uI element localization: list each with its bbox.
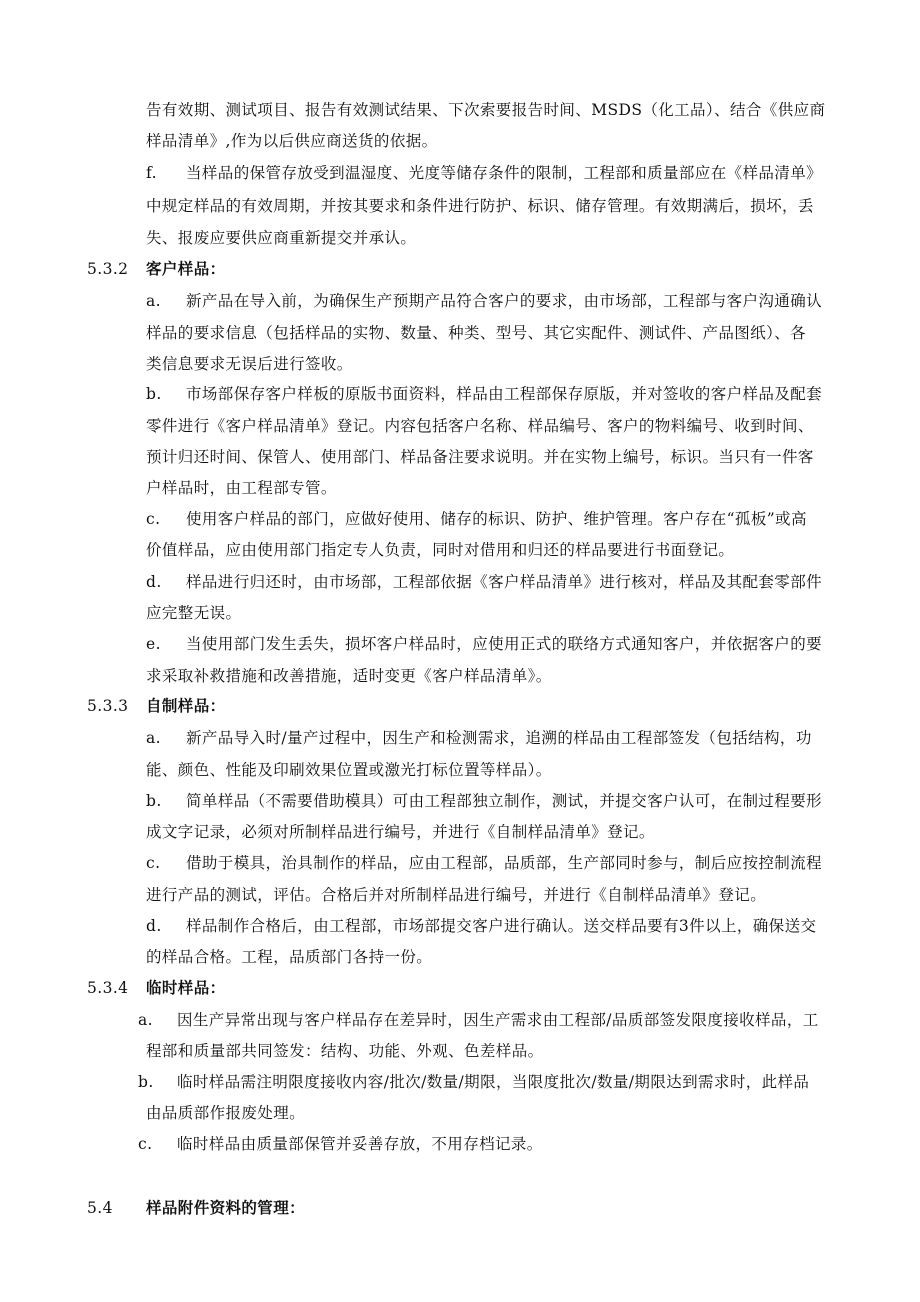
list-marker: d. [146, 573, 162, 591]
text-line: 市场部保存客户样板的原版书面资料，样品由工程部保存原版，并对签收的客户样品及配套 [186, 385, 823, 403]
text-line: 预计归还时间、保管人、使用部门、样品备注要求说明。并在实物上编号，标识。当只有一件客 [146, 448, 814, 466]
text-line: 借助于模具，治具制作的样品，应由工程部，品质部，生产部同时参与，制后应按控制流程 [186, 854, 823, 872]
section-number: 5.4 [87, 1199, 113, 1217]
text-line: 由品质部作报废处理。 [146, 1104, 306, 1122]
text-line: 新产品在导入前，为确保生产预期产品符合客户的要求，由市场部，工程部与客户沟通确认 [186, 292, 823, 310]
section-title: 样品附件资料的管理： [146, 1198, 306, 1217]
list-marker: c. [146, 854, 161, 872]
text-line: 价值样品，应由使用部门指定专人负责，同时对借用和归还的样品要进行书面登记。 [146, 541, 735, 559]
text-line: 告有效期、测试项目、报告有效测试结果、下次索要报告时间、MSDS（化工品）、结合《供应商 [146, 101, 826, 119]
list-marker: a. [146, 292, 161, 310]
text-line: 零件进行《客户样品清单》登记。内容包括客户名称、样品编号、客户的物料编号、收到时间、 [146, 417, 814, 435]
list-marker: e. [146, 635, 161, 653]
section-number: 5.3.3 [87, 697, 129, 715]
text-line: 进行产品的测试，评估。合格后并对所制样品进行编号，并进行《自制样品清单》登记。 [146, 886, 767, 904]
text-line: 样品制作合格后，由工程部，市场部提交客户进行确认。送交样品要有3件以上，确保送交 [186, 917, 817, 935]
section-title: 临时样品： [146, 978, 226, 997]
section-number: 5.3.2 [87, 260, 129, 278]
text-line: 程部和质量部共同签发：结构、功能、外观、色差样品。 [146, 1042, 544, 1060]
list-marker: b. [138, 1073, 154, 1091]
text-line: 户样品时，由工程部专管。 [146, 479, 337, 497]
list-marker: b. [146, 385, 162, 403]
text-line: 中规定样品的有效周期，并按其要求和条件进行防护、标识、储存管理。有效期满后，损坏，丢 [146, 197, 814, 215]
text-line: 使用客户样品的部门，应做好使用、储存的标识、防护、维护管理。客户存在“孤板”或高 [186, 510, 807, 528]
text-line: 样品清单》,作为以后供应商送货的依据。 [146, 132, 438, 150]
text-line: 因生产异常出现与客户样品存在差异时，因生产需求由工程部/品质部签发限度接收样品，工 [177, 1011, 819, 1029]
text-line: 简单样品（不需要借助模具）可由工程部独立制作，测试，并提交客户认可，在制过程要形 [186, 792, 823, 810]
text-line: 的样品合格。工程，品质部门各持一份。 [146, 948, 433, 966]
list-marker: c. [146, 510, 161, 528]
text-line: 新产品导入时/量产过程中，因生产和检测需求，追溯的样品由工程部签发（包括结构，功 [186, 729, 812, 747]
list-marker: c. [138, 1135, 153, 1153]
text-line: 失、报废应要供应商重新提交并承认。 [146, 229, 417, 247]
section-number: 5.3.4 [87, 979, 129, 997]
list-marker: b. [146, 792, 162, 810]
text-line: 类信息要求无误后进行签收。 [146, 355, 353, 373]
list-marker: a. [146, 729, 161, 747]
text-line: 求采取补救措施和改善措施，适时变更《客户样品清单》。 [146, 667, 552, 685]
list-marker: d. [146, 917, 162, 935]
text-line: 能、颜色、性能及印刷效果位置或激光打标位置等样品）。 [146, 761, 552, 779]
list-marker: f. [146, 164, 157, 182]
text-line: 临时样品需注明限度接收内容/批次/数量/期限，当限度批次/数量/期限达到需求时，此样品 [177, 1073, 810, 1091]
text-line: 样品进行归还时，由市场部，工程部依据《客户样品清单》进行核对，样品及其配套零部件 [186, 573, 823, 591]
text-line: 当样品的保管存放受到温湿度、光度等储存条件的限制，工程部和质量部应在《样品清单》 [186, 164, 823, 182]
text-line: 成文字记录，必须对所制样品进行编号，并进行《自制样品清单》登记。 [146, 823, 655, 841]
text-line: 临时样品由质量部保管并妥善存放，不用存档记录。 [177, 1135, 543, 1153]
section-title: 客户样品： [146, 259, 226, 278]
text-line: 样品的要求信息（包括样品的实物、数量、种类、型号、其它实配件、测试件、产品图纸）、各 [146, 324, 807, 342]
text-line: 应完整无误。 [146, 604, 242, 622]
section-title: 自制样品： [146, 696, 226, 715]
list-marker: a. [138, 1011, 153, 1029]
text-line: 当使用部门发生丢失，损坏客户样品时，应使用正式的联络方式通知客户，并依据客户的要 [186, 635, 823, 653]
